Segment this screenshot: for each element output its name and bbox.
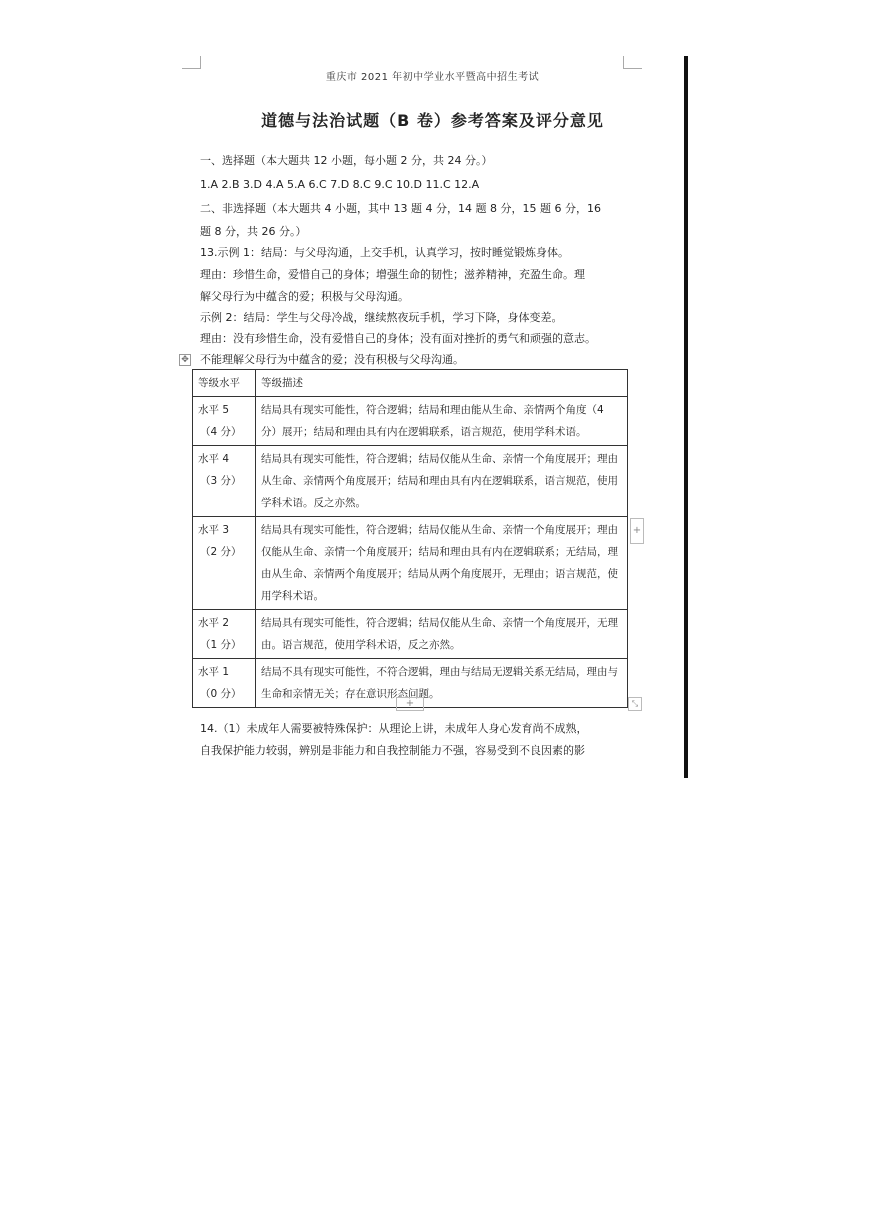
text-line: 题 8 分，共 26 分。） bbox=[200, 225, 307, 238]
level-cell[interactable] bbox=[193, 659, 256, 708]
table-row bbox=[193, 397, 628, 446]
level-description[interactable]: 结局具有现实可能性，符合逻辑；结局仅能从生命、亲情一个角度展开；理由仅能从生命、亲情一个角度展开；结局和理由具有内在逻辑联系；无结局，理由从生命、亲情两个角度展开；结局从两个角度展开，无理由；语言规范，使用学科术语。 bbox=[256, 517, 628, 610]
add-column-button[interactable]: + bbox=[630, 518, 644, 544]
table-row bbox=[193, 610, 628, 659]
table-header-row bbox=[193, 370, 628, 397]
level-description[interactable]: 结局具有现实可能性，符合逻辑；结局仅能从生命、亲情一个角度展开；理由从生命、亲情两个角度展开；结局和理由具有内在逻辑联系，语言规范，使用学科术语。反之亦然。 bbox=[256, 446, 628, 517]
text-line: 二、非选择题（本大题共 4 小题，其中 13 题 4 分，14 题 8 分，15 题 6 分，16 bbox=[200, 202, 601, 215]
level-score: （0 分） bbox=[200, 688, 242, 700]
text-line: 不能理解父母行为中蕴含的爱；没有积极与父母沟通。 bbox=[200, 353, 464, 366]
text-line: 13.示例 1：结局：与父母沟通，上交手机，认真学习，按时睡觉锻炼身体。 bbox=[200, 246, 569, 259]
level-name: 水平 4 bbox=[198, 453, 230, 465]
table-row bbox=[193, 517, 628, 610]
level-cell[interactable] bbox=[193, 517, 256, 610]
level-cell[interactable] bbox=[193, 446, 256, 517]
text-line: 一、选择题（本大题共 12 小题，每小题 2 分，共 24 分。） bbox=[200, 154, 493, 167]
table-move-handle-icon[interactable]: ✥ bbox=[179, 354, 191, 366]
level-name: 水平 1 bbox=[198, 666, 230, 678]
table-header-cell[interactable]: 等级水平 bbox=[193, 370, 256, 397]
text-line: 14.（1）未成年人需要被特殊保护：从理论上讲，未成年人身心发育尚不成熟， bbox=[200, 722, 588, 735]
page-edge bbox=[684, 56, 688, 778]
level-name: 水平 3 bbox=[198, 524, 230, 536]
level-name: 水平 2 bbox=[198, 617, 230, 629]
level-name: 水平 5 bbox=[198, 404, 230, 416]
table-row bbox=[193, 446, 628, 517]
add-row-button[interactable]: + bbox=[396, 697, 424, 711]
exam-header: 重庆市 2021 年初中学业水平暨高中招生考试 bbox=[325, 72, 540, 83]
level-cell[interactable] bbox=[193, 397, 256, 446]
level-description[interactable]: 结局具有现实可能性，符合逻辑；结局和理由能从生命、亲情两个角度（4 分）展开；结局和理由具有内在逻辑联系，语言规范，使用学科术语。 bbox=[256, 397, 628, 446]
level-description[interactable]: 结局具有现实可能性，符合逻辑；结局仅能从生命、亲情一个角度展开，无理由。语言规范，使用学科术语，反之亦然。 bbox=[256, 610, 628, 659]
table-resize-icon[interactable]: ⤡ bbox=[628, 697, 642, 711]
document-title: 道德与法治试题（B 卷）参考答案及评分意见 bbox=[261, 111, 604, 130]
text-line: 理由：珍惜生命，爱惜自己的身体；增强生命的韧性；滋养精神，充盈生命。理 bbox=[200, 268, 585, 281]
level-score: （2 分） bbox=[200, 546, 242, 558]
level-description[interactable]: 结局不具有现实可能性，不符合逻辑，理由与结局无逻辑关系无结局，理由与生命和亲情无关；存在意识形态问题。 bbox=[256, 659, 628, 708]
text-line: 解父母行为中蕴含的爱；积极与父母沟通。 bbox=[200, 290, 409, 303]
level-score: （3 分） bbox=[200, 475, 242, 487]
text-line: 示例 2：结局：学生与父母冷战，继续熬夜玩手机，学习下降，身体变差。 bbox=[200, 311, 563, 324]
level-score: （1 分） bbox=[200, 639, 242, 651]
grading-table bbox=[192, 369, 628, 708]
text-line: 自我保护能力较弱，辨别是非能力和自我控制能力不强，容易受到不良因素的影 bbox=[200, 744, 585, 757]
text-line: 1.A 2.B 3.D 4.A 5.A 6.C 7.D 8.C 9.C 10.D 11.C 12.A bbox=[200, 178, 480, 191]
text-line: 理由：没有珍惜生命，没有爱惜自己的身体；没有面对挫折的勇气和顽强的意志。 bbox=[200, 332, 596, 345]
level-cell[interactable] bbox=[193, 610, 256, 659]
table-header-cell[interactable]: 等级描述 bbox=[256, 370, 628, 397]
level-score: （4 分） bbox=[200, 426, 242, 438]
